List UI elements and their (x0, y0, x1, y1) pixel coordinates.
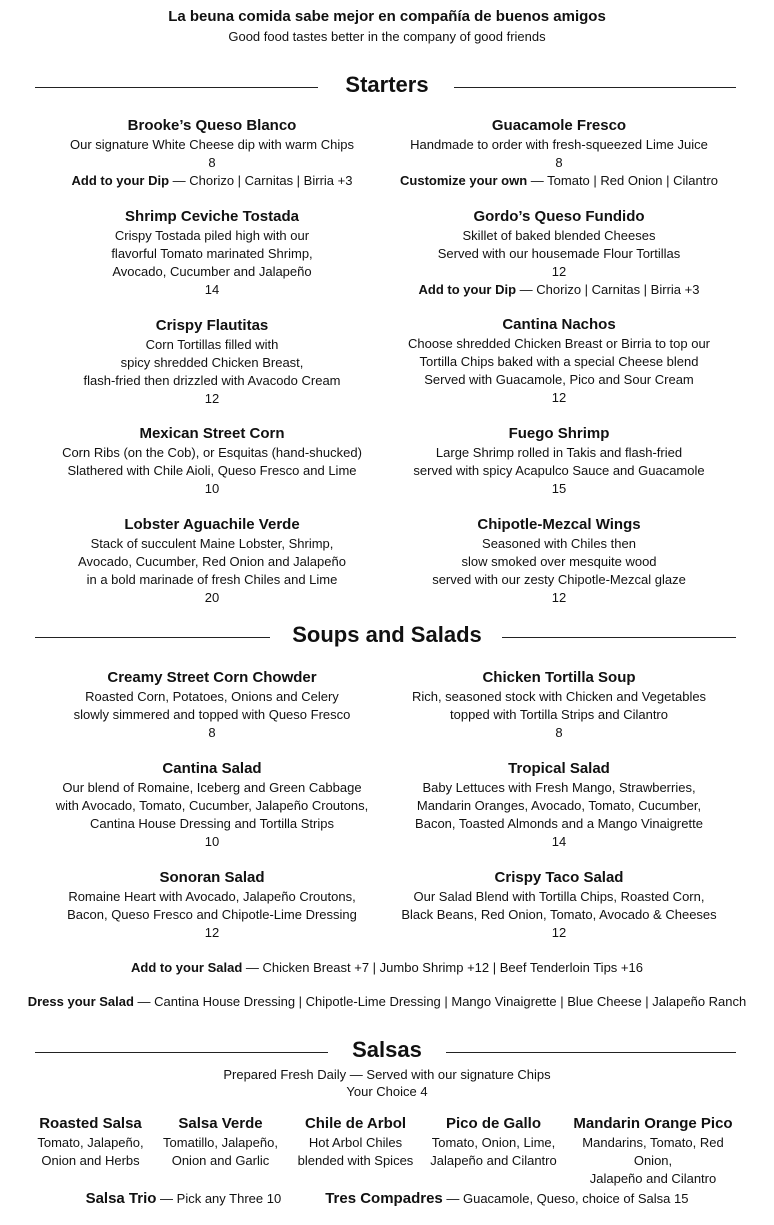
salsas-subtitle: Prepared Fresh Daily — Served with our signature Chips (223, 1067, 551, 1082)
menu-item (27, 515, 397, 607)
item-price: 20 (204, 590, 220, 605)
item-desc: Large Shrimp rolled in Takis and flash-fried (435, 445, 683, 460)
addon-label: Customize your own (400, 173, 528, 188)
menu-item (374, 116, 744, 190)
salsa-name: Mandarin Orange Pico (573, 1115, 733, 1132)
addon-text: — Tomato | Red Onion | Cilantro (527, 173, 718, 188)
item-price: 10 (204, 481, 220, 496)
section-title-starters: Starters (345, 72, 429, 97)
item-name: Mexican Street Corn (139, 425, 285, 442)
item-name: Sonoran Salad (159, 869, 265, 886)
item-name: Cantina Nachos (502, 316, 616, 333)
item-desc: Handmade to order with fresh-squeezed Lime Juice (410, 137, 708, 152)
salsa-desc: Tomatillo, Jalapeño, (163, 1135, 278, 1150)
item-desc: Our signature White Cheese dip with warm Chips (70, 137, 354, 152)
salsa-item (143, 1114, 298, 1170)
menu-item (27, 316, 397, 408)
item-name: Guacamole Fresco (491, 117, 627, 134)
add-salad-label: Add to your Salad (131, 960, 243, 975)
item-name: Chipotle-Mezcal Wings (477, 516, 641, 533)
item-price: 12 (551, 925, 567, 940)
salsa-name: Salsa Verde (178, 1115, 263, 1132)
salsa-desc: blended with Spices (297, 1153, 414, 1168)
item-desc: Crispy Tostada piled high with our (114, 228, 310, 243)
item-addon (374, 281, 744, 299)
item-price: 8 (208, 155, 216, 170)
salsas-header (0, 1037, 774, 1067)
salsa-name: Roasted Salsa (39, 1115, 142, 1132)
menu-item (27, 868, 397, 942)
menu-item (27, 424, 397, 498)
menu-item (27, 668, 397, 742)
item-price: 10 (204, 834, 220, 849)
salsa-desc: Jalapeño and Cilantro (589, 1171, 717, 1186)
starters-header (0, 72, 774, 102)
salsa-trio-text: — Pick any Three 10 (156, 1191, 282, 1206)
item-name: Crispy Flautitas (155, 317, 269, 334)
salsa-name: Pico de Gallo (445, 1115, 542, 1132)
item-price: 12 (204, 391, 220, 406)
addon-label: Add to your Dip (418, 282, 517, 297)
divider (446, 1052, 736, 1053)
salsa-trio-label: Salsa Trio (85, 1190, 157, 1207)
item-price: 14 (551, 834, 567, 849)
divider (454, 87, 736, 88)
item-desc: served with spicy Acapulco Sauce and Guacamole (413, 463, 705, 478)
menu-item (374, 868, 744, 942)
item-price: 12 (551, 390, 567, 405)
salsa-desc: Onion and Herbs (41, 1153, 140, 1168)
item-desc: Avocado, Cucumber and Jalapeño (112, 264, 312, 279)
item-desc: Seasoned with Chiles then (482, 536, 636, 551)
salsa-item (563, 1114, 743, 1188)
menu-item (27, 116, 397, 190)
dress-salad-line (0, 994, 774, 1009)
item-desc: Slathered with Chile Aioli, Queso Fresco and Lime (67, 463, 357, 478)
tagline-spanish: La beuna comida sabe mejor en compañía de buenos amigos (168, 8, 606, 25)
item-desc: Served with Guacamole, Pico and Sour Cream (424, 372, 694, 387)
item-desc: Cantina House Dressing and Tortilla Strips (90, 816, 334, 831)
item-desc: Choose shredded Chicken Breast or Birria to top our (407, 336, 711, 351)
item-desc: Tortilla Chips baked with a special Cheese blend (419, 354, 699, 369)
item-name: Chicken Tortilla Soup (482, 669, 636, 686)
item-desc: slowly simmered and topped with Queso Fresco (73, 707, 351, 722)
salsa-desc: Jalapeño and Cilantro (430, 1153, 557, 1168)
item-desc: served with our zesty Chipotle-Mezcal glaze (432, 572, 686, 587)
add-salad-line (0, 960, 774, 975)
salsa-desc: Hot Arbol Chiles (308, 1135, 403, 1150)
item-price: 12 (551, 590, 567, 605)
menu-item (374, 515, 744, 607)
tres-compadres-label: Tres Compadres (325, 1190, 443, 1207)
item-price: 12 (551, 264, 567, 279)
salsa-desc: Mandarins, Tomato, Red Onion, (582, 1135, 724, 1168)
item-name: Cantina Salad (162, 760, 262, 777)
menu-item (27, 759, 397, 851)
item-name: Lobster Aguachile Verde (124, 516, 300, 533)
item-addon (27, 172, 397, 190)
menu-item (374, 759, 744, 851)
item-price: 14 (204, 282, 220, 297)
menu-item (374, 315, 744, 407)
menu-item (374, 424, 744, 498)
item-desc: Black Beans, Red Onion, Tomato, Avocado & Cheeses (401, 907, 717, 922)
item-desc: slow smoked over mesquite wood (461, 554, 657, 569)
item-price: 15 (551, 481, 567, 496)
addon-text: — Chorizo | Carnitas | Birria +3 (516, 282, 700, 297)
item-desc: Romaine Heart with Avocado, Jalapeño Croutons, (68, 889, 356, 904)
item-name: Shrimp Ceviche Tostada (125, 208, 299, 225)
item-desc: Corn Tortillas filled with (145, 337, 279, 352)
item-desc: in a bold marinade of fresh Chiles and Lime (86, 572, 338, 587)
item-desc: Baby Lettuces with Fresh Mango, Strawberries, (422, 780, 696, 795)
menu-item (27, 207, 397, 299)
salsa-name: Chile de Arbol (304, 1115, 407, 1132)
item-desc: flash-fried then drizzled with Avacodo Cream (83, 373, 341, 388)
item-name: Brooke’s Queso Blanco (127, 117, 297, 134)
salsa-combos (0, 1190, 774, 1207)
section-title-salsas: Salsas (352, 1037, 422, 1062)
addon-label: Add to your Dip (71, 173, 170, 188)
item-name: Gordo’s Queso Fundido (473, 208, 645, 225)
item-desc: topped with Tortilla Strips and Cilantro (450, 707, 668, 722)
dress-salad-text: — Cantina House Dressing | Chipotle-Lime Dressing | Mango Vinaigrette | Blue Cheese | Jalapeño Ranch (133, 994, 747, 1009)
item-desc: Rich, seasoned stock with Chicken and Vegetables (411, 689, 707, 704)
addon-text: — Chorizo | Carnitas | Birria +3 (169, 173, 353, 188)
divider (502, 637, 736, 638)
tagline-english: Good food tastes better in the company of good friends (228, 29, 546, 44)
item-desc: with Avocado, Tomato, Cucumber, Jalapeño Croutons, (55, 798, 369, 813)
item-desc: Our blend of Romaine, Iceberg and Green Cabbage (62, 780, 362, 795)
item-desc: Skillet of baked blended Cheeses (462, 228, 656, 243)
soups-header (0, 622, 774, 652)
item-price: 12 (204, 925, 220, 940)
menu-item (374, 668, 744, 742)
item-desc: Our Salad Blend with Tortilla Chips, Roasted Corn, (413, 889, 705, 904)
item-desc: Avocado, Cucumber, Red Onion and Jalapeño (78, 554, 346, 569)
item-desc: spicy shredded Chicken Breast, (120, 355, 304, 370)
item-desc: flavorful Tomato marinated Shrimp, (111, 246, 313, 261)
salsa-item (416, 1114, 571, 1170)
item-addon (374, 172, 744, 190)
add-salad-text: — Chicken Breast +7 | Jumbo Shrimp +12 | Beef Tenderloin Tips +16 (242, 960, 643, 975)
item-name: Crispy Taco Salad (494, 869, 624, 886)
item-name: Tropical Salad (508, 760, 610, 777)
salsa-item (278, 1114, 433, 1170)
item-name: Creamy Street Corn Chowder (107, 669, 317, 686)
item-desc: Mandarin Oranges, Avocado, Tomato, Cucumber, (416, 798, 702, 813)
item-price: 8 (555, 725, 563, 740)
item-desc: Served with our housemade Flour Tortillas (437, 246, 681, 261)
item-price: 8 (208, 725, 216, 740)
salsa-desc: Tomato, Jalapeño, (37, 1135, 144, 1150)
salsa-desc: Tomato, Onion, Lime, (431, 1135, 556, 1150)
salsa-desc: Onion and Garlic (171, 1153, 270, 1168)
section-title-soups: Soups and Salads (292, 622, 482, 647)
dress-salad-label: Dress your Salad (27, 994, 134, 1009)
item-desc: Bacon, Queso Fresco and Chipotle-Lime Dressing (67, 907, 357, 922)
item-desc: Stack of succulent Maine Lobster, Shrimp, (90, 536, 334, 551)
item-name: Fuego Shrimp (508, 425, 610, 442)
tres-compadres-text: — Guacamole, Queso, choice of Salsa 15 (442, 1191, 689, 1206)
salsas-choice: Your Choice 4 (346, 1084, 428, 1099)
item-desc: Corn Ribs (on the Cob), or Esquitas (hand-shucked) (62, 445, 362, 460)
menu-item (374, 207, 744, 299)
item-desc: Bacon, Toasted Almonds and a Mango Vinaigrette (415, 816, 703, 831)
item-desc: Roasted Corn, Potatoes, Onions and Celery (85, 689, 339, 704)
item-price: 8 (555, 155, 563, 170)
